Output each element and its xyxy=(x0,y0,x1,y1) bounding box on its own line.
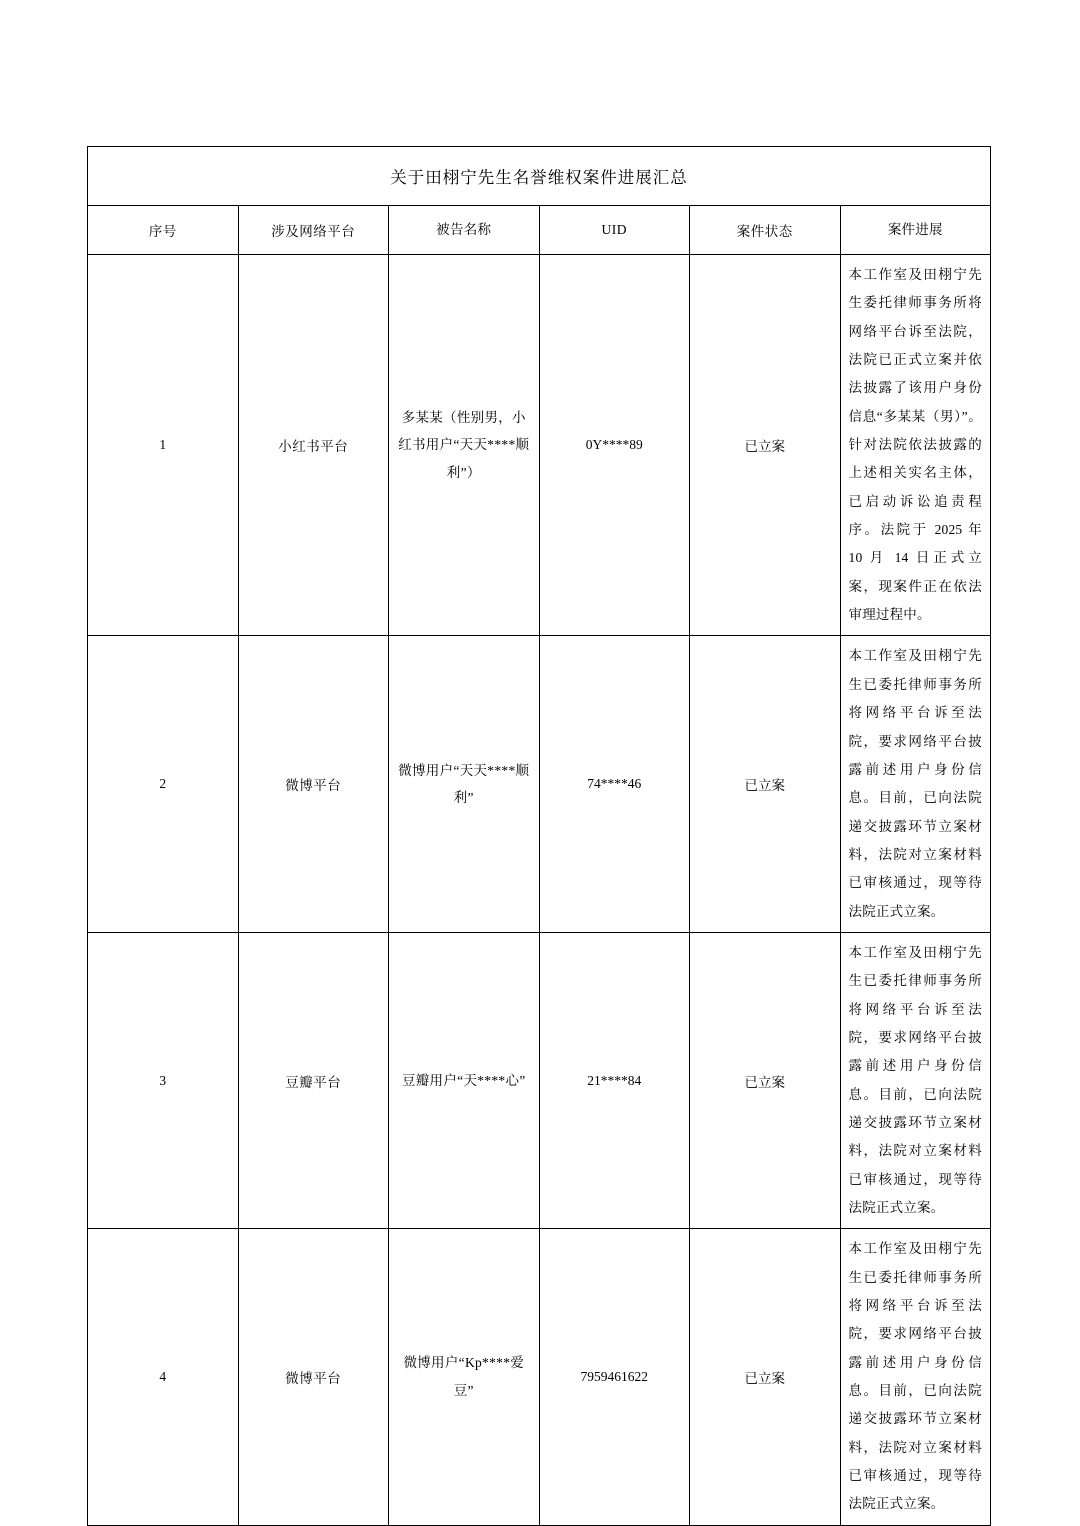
cell-progress: 本工作室及田栩宁先生已委托律师事务所将网络平台诉至法院，要求网络平台披露前述用户身份信息。目前，已向法院递交披露环节立案材料，法院对立案材料已审核通过，现等待法院正式立案。 xyxy=(840,932,991,1228)
column-header-uid: UID xyxy=(539,206,690,255)
cell-uid: 7959461622 xyxy=(539,1229,690,1525)
table-title-row xyxy=(88,147,991,206)
cell-platform: 微博平台 xyxy=(238,636,389,932)
cell-uid: 74****46 xyxy=(539,636,690,932)
case-progress-table xyxy=(87,146,991,1526)
table-row xyxy=(88,636,991,932)
table-row xyxy=(88,932,991,1228)
table-row xyxy=(88,1229,991,1525)
column-header-defendant: 被告名称 xyxy=(389,206,540,255)
cell-defendant: 多某某（性别男，小红书用户“天天****顺利”） xyxy=(389,255,540,636)
cell-progress: 本工作室及田栩宁先生已委托律师事务所将网络平台诉至法院，要求网络平台披露前述用户身份信息。目前，已向法院递交披露环节立案材料，法院对立案材料已审核通过，现等待法院正式立案。 xyxy=(840,636,991,932)
cell-progress: 本工作室及田栩宁先生已委托律师事务所将网络平台诉至法院，要求网络平台披露前述用户身份信息。目前，已向法院递交披露环节立案材料，法院对立案材料已审核通过，现等待法院正式立案。 xyxy=(840,1229,991,1525)
cell-index: 2 xyxy=(88,636,239,932)
cell-platform: 豆瓣平台 xyxy=(238,932,389,1228)
cell-defendant: 豆瓣用户“天****心” xyxy=(389,932,540,1228)
document-title: 关于田栩宁先生名誉维权案件进展汇总 xyxy=(88,147,991,206)
cell-status: 已立案 xyxy=(690,1229,841,1525)
cell-uid: 0Y****89 xyxy=(539,255,690,636)
watermark xyxy=(822,1230,1062,1272)
column-header-platform: 涉及网络平台 xyxy=(238,206,389,255)
cell-platform: 微博平台 xyxy=(238,1229,389,1525)
table-header-row xyxy=(88,206,991,255)
cell-index: 3 xyxy=(88,932,239,1228)
cell-progress: 本工作室及田栩宁先生委托律师事务所将网络平台诉至法院，法院已正式立案并依法披露了该用户身份信息“多某某（男）”。针对法院依法披露的上述相关实名主体，已启动诉讼追责程序。法院于 2025 年 10 月 14 日正式立案，现案件正在依法审理过程中。 xyxy=(840,255,991,636)
column-header-index: 序号 xyxy=(88,206,239,255)
column-header-progress: 案件进展 xyxy=(840,206,991,255)
cell-defendant: 微博用户“天天****顺利” xyxy=(389,636,540,932)
column-header-status: 案件状态 xyxy=(690,206,841,255)
table-row xyxy=(88,255,991,636)
cell-status: 已立案 xyxy=(690,932,841,1228)
cell-uid: 21****84 xyxy=(539,932,690,1228)
cell-platform: 小红书平台 xyxy=(238,255,389,636)
cell-index: 4 xyxy=(88,1229,239,1525)
cell-defendant: 微博用户“Kp****爱豆” xyxy=(389,1229,540,1525)
cell-status: 已立案 xyxy=(690,255,841,636)
cell-status: 已立案 xyxy=(690,636,841,932)
cell-index: 1 xyxy=(88,255,239,636)
